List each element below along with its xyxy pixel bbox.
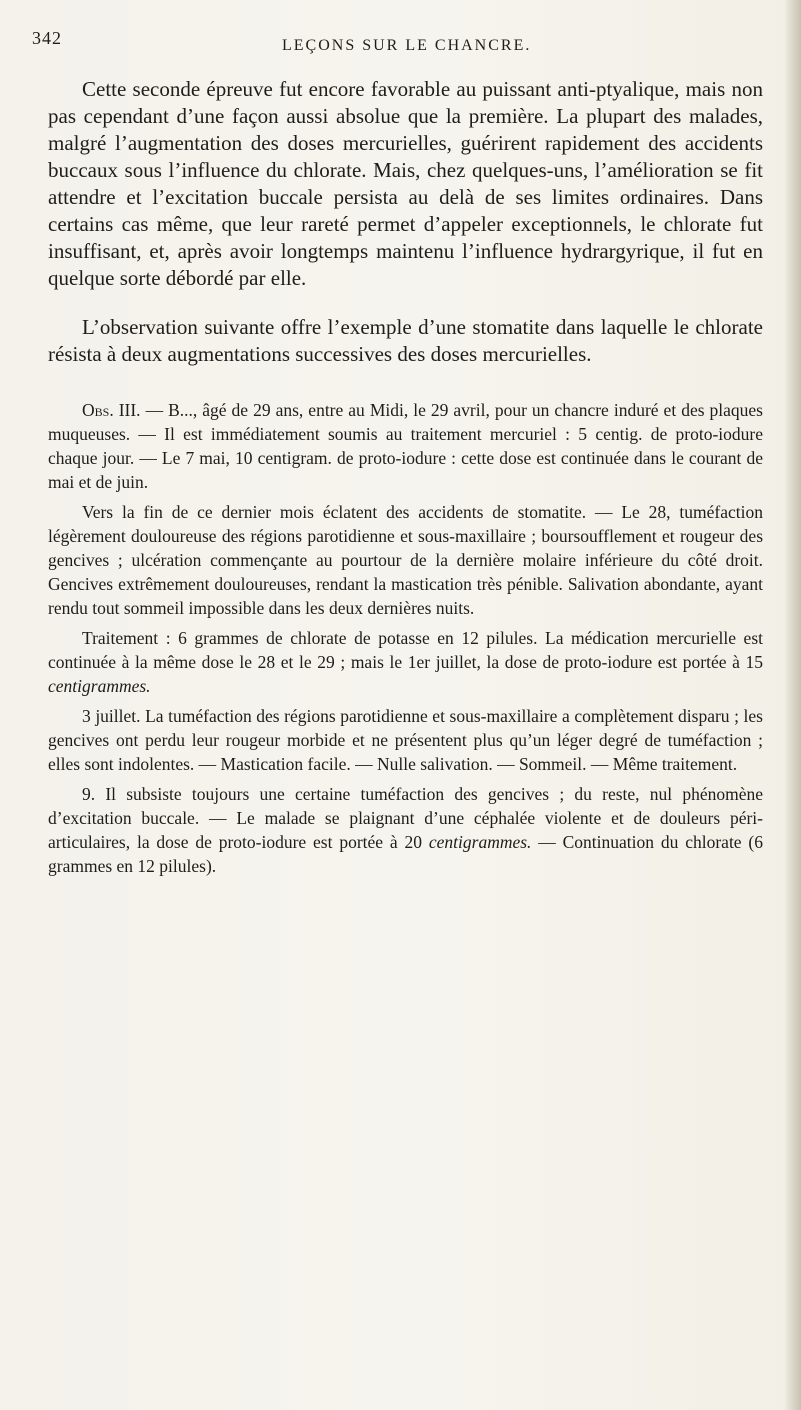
paragraph-stomatitis-onset: Vers la fin de ce dernier mois éclatent des accidents de stomatite. — Le 28, tuméfaction légèrement douloureuse des régions parotidienne et sous-maxillaire ; boursoufflement et rougeur des gencives ; ulcération commençante au pourtour de la dernière molaire inférieure du côté droit. Gencives extrêmement douloureuses, rendant la mastication très pénible. Salivation abondante, ayant rendu tout sommeil impossible dans les deux dernières nuits. <box>48 502 763 618</box>
treatment-italic-unit: centigrammes. <box>48 676 151 696</box>
observation-paragraph <box>48 398 763 494</box>
page-header <box>32 28 752 62</box>
page-body <box>48 76 763 878</box>
page-gutter-shadow <box>785 0 801 1410</box>
observation-label: Obs. III. <box>82 400 141 420</box>
july-9-text: 9. Il subsiste toujours une certaine tuméfaction des gencives ; du reste, nul phénomène d’excitation buccale. — Le malade se plaignant d’une céphalée violente et de douleurs péri-articulaires, la dose de proto-iodure est portée à 20 <box>48 784 763 852</box>
treatment-text: Traitement : 6 grammes de chlorate de potasse en 12 pilules. La médication mercurielle est continuée à la même dose le 28 et le 29 ; mais le 1er juillet, la dose de proto-iodure est portée à 15 <box>48 628 763 672</box>
paragraph-second-trial: Cette seconde épreuve fut encore favorable au puissant anti-ptyalique, mais non pas cependant d’une façon aussi absolue que la première. La plupart des malades, malgré l’augmentation des doses mercurielles, guérirent rapidement des accidents buccaux sous l’influence du chlorate. Mais, chez quelques-uns, l’amélioration se fit attendre et l’excitation buccale persista au delà de ses limites ordinaires. Dans certains cas même, que leur rareté permet d’appeler exceptionnels, le chlorate fut insuffisant, et, après avoir longtemps maintenu l’influence hydrargyrique, il fut en quelque sorte débordé par elle. <box>48 77 763 290</box>
paragraph-july-9 <box>48 782 763 878</box>
observation-text: — B..., âgé de 29 ans, entre au Midi, le 29 avril, pour un chancre induré et des plaques muqueuses. — Il est immédiatement soumis au traitement mercuriel : 5 centig. de proto-iodure chaque jour. — Le 7 mai, 10 centigram. de proto-iodure : cette dose est continuée dans le courant de mai et de juin. <box>48 400 763 492</box>
july-9-text-end: — Continuation du chlorate (6 grammes en 12 pilules). <box>48 832 763 876</box>
paragraph-observation-intro: L’observation suivante offre l’exemple d’une stomatite dans laquelle le chlorate résista à deux augmentations successives des doses mercurielles. <box>48 315 763 366</box>
paragraph-july-3: 3 juillet. La tuméfaction des régions parotidienne et sous-maxillaire a complètement disparu ; les gencives ont perdu leur rougeur morbide et ne présentent plus qu’un léger degré de tuméfaction ; elles sont indolentes. — Mastication facile. — Nulle salivation. — Sommeil. — Même traitement. <box>48 706 763 774</box>
page-number: 342 <box>32 28 62 48</box>
july-9-italic-unit: centigrammes. <box>428 832 532 852</box>
paragraph-treatment <box>48 626 763 698</box>
running-title: LEÇONS SUR LE CHANCRE. <box>282 37 532 54</box>
